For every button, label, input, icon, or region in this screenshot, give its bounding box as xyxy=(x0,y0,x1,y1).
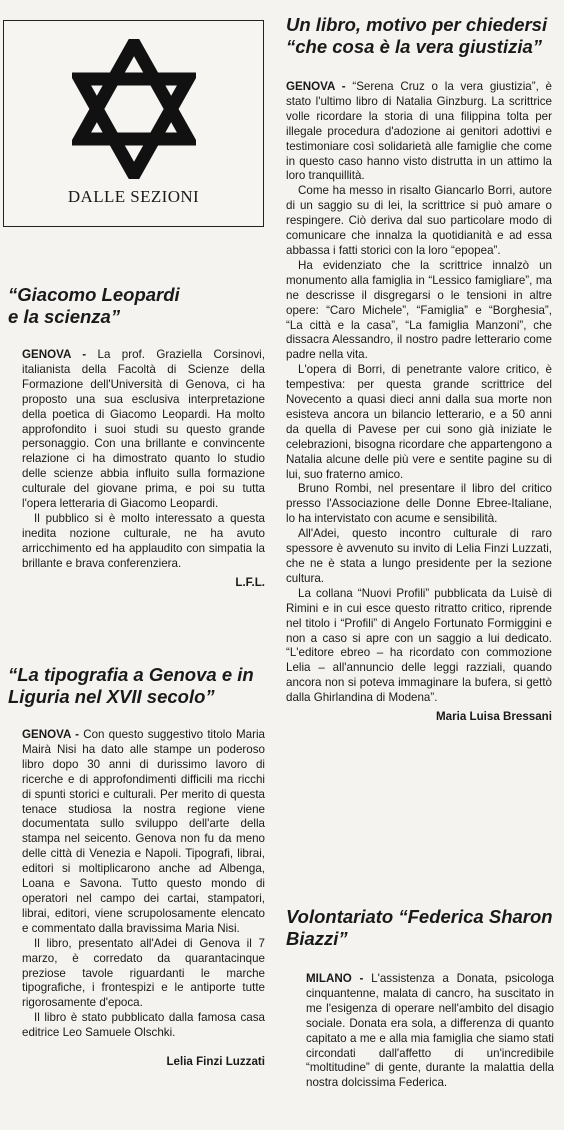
article-giustizia-body xyxy=(286,80,552,725)
paragraph: L'opera di Borri, di penetrante valore critico, è tempestiva: per questa grande scrittrice del Novecento a quasi dieci anni dalla sua morte non esisteva ancora un bilancio letterario, e a 50 anni da quella di Pavese per cui sono già iniziate le celebrazioni, bisogna ricordare che appartengono a Natalia alcune delle più vere e sentite pagine su di lui, suo fraterno amico. xyxy=(286,363,552,481)
signature: Lelia Finzi Luzzati xyxy=(166,1055,265,1069)
article-title: Un libro, motivo per chiedersi “che cosa è la vera giustizia” xyxy=(286,14,548,57)
article-giustizia xyxy=(286,14,560,58)
paragraph: La collana “Nuovi Profili” pubblicata da Luisè di Rimini e in cui esce questo ritratto critico, riprende nel titolo i “Profili” di Angelo Fortunato Formiggini e non a caso si apre con un saggio a lui dedicato. “L'editore ebreo – ha ricordato con commozione Lelia – all'annuncio delle leggi razziali, quando ancora non si poteva immaginare la bufera, si gettò dalla Ghirlandina di Modena”. xyxy=(286,586,552,705)
paragraph: Il pubblico si è molto interessato a questa inedita nozione culturale, ne ha avuto arricchimento ed ha applaudito con simpatia la brillante e brava conferenziera. xyxy=(22,511,265,570)
paragraph: Il libro, presentato all'Adei di Genova il 7 marzo, è corredato da quarantacinque preziose tavole riguardanti le marche tipografiche, i frontespizi e le antiporte tutte rigorosamente d'epoca. xyxy=(22,936,265,1010)
paragraph: La prof. Graziella Corsinovi, italianista della Facoltà di Scienze della Formazione dell'Università di Genova, ci ha proposto una sua esclusiva interpretazione della poetica di Giacomo Leopardi. Ha molto approfondito i suoi studi su questo grande personaggio. Con una brillante e convincente relazione ci ha dimostrato quanto lo studio delle scienze abbia influito sulla formazione culturale del giovane prima, e poi su tutta l'opera letteraria di Giacomo Leopardi. xyxy=(22,348,265,511)
dateline: GENOVA - xyxy=(22,728,84,741)
article-tipografia-body xyxy=(22,728,265,1070)
section-logo-caption: DALLE SEZIONI xyxy=(67,187,200,206)
section-logo xyxy=(3,20,264,227)
article-leopardi-body xyxy=(22,348,265,591)
paragraph: “Serena Cruz o la vera giustizia”, è stato l'ultimo libro di Natalia Ginzburg. La scrittrice volle ricordare la storia di una filippina tolta per illegale procedura d'adozione ai genitori adottivi e testimoniare così solidarietà alle famiglie che come in questo caso hanno visto distrutta in un attimo la loro tranquillità. xyxy=(286,80,552,183)
dateline: GENOVA - xyxy=(22,348,98,361)
signature: L.F.L. xyxy=(235,575,265,589)
article-title: Volontariato “Federica Sharon Biazzi” xyxy=(286,906,553,949)
paragraph: Il libro è stato pubblicato dalla famosa casa editrice Leo Samuele Olschki. xyxy=(22,1011,265,1040)
article-volontariato xyxy=(286,906,560,950)
signature: Maria Luisa Bressani xyxy=(436,710,552,724)
article-title: “La tipografia a Genova e in Liguria nel XVII secolo” xyxy=(8,664,254,707)
paragraph: Bruno Rombi, nel presentare il libro del critico presso l'Associazione delle Donne Ebree-Italiane, lo ha intervistato con acume e sensibilità. xyxy=(286,482,552,526)
dateline: MILANO - xyxy=(306,972,372,985)
article-leopardi xyxy=(8,284,265,328)
paragraph: Ha evidenziato che la scrittrice innalzò un monumento alla famiglia in “Lessico famigliare”, ma ne descrisse il disgregarsi o le tensioni in altre opere: “Caro Michele”, “Famiglia” e “Borghesia”, “La città e la casa”, “La famiglia Manzoni”, che dissacra Alessandro, il nostro padre letterario come padre nella vita. xyxy=(286,258,552,362)
article-tipografia xyxy=(8,664,270,708)
star-of-david-icon xyxy=(72,39,196,179)
paragraph: L'assistenza a Donata, psicologa cinquantenne, malata di cancro, ha suscitato in me l'esigenza di operare nell'ambito del disagio sociale. Donata era sola, a differenza di quanto capitato a me e alla mia famiglia che siamo stati circondati dall'affetto di un'incredibile “moltitudine” di gente, durante la malattia della nostra dolcissima Federica. xyxy=(306,972,555,1090)
article-title: “Giacomo Leopardi e la scienza” xyxy=(8,284,180,327)
dateline: GENOVA - xyxy=(286,80,353,93)
article-volontariato-body xyxy=(306,972,554,1091)
paragraph: Come ha messo in risalto Giancarlo Borri, autore di un saggio su di lei, la scrittrice si può amare o respingere. Ciò deriva dal suo particolare modo di comunicare che innalza la quotidianità e ad essa abbassa i fatti storici con la loro “epopea”. xyxy=(286,184,552,257)
paragraph: Con questo suggestivo titolo Maria Mairà Nisi ha dato alle stampe un poderoso libro dopo 30 anni di durissimo lavoro di ricerche e di approfondimenti difficili ma ricchi di spunti storici e culturali. Per merito di questa tenace studiosa la nostra regione viene documentata sullo sviluppo dell'arte della stampa nel seicento. Genova non fu da meno delle città di Venezia e Napoli. Tipografi, librai, editori si moltiplicarono anche ad Albenga, Loana e Savona. Tutto questo mondo di operatori nel campo dei cartai, stampatori, librai, editori, viene scrupolosamente elencato e commentato dalla bravissima Maria Nisi. xyxy=(22,728,265,935)
paragraph: All'Adei, questo incontro culturale di raro spessore è avvenuto su invito di Lelia Finzi Luzzati, che ne è stata a lungo presidente per la sezione cultura. xyxy=(286,527,552,585)
